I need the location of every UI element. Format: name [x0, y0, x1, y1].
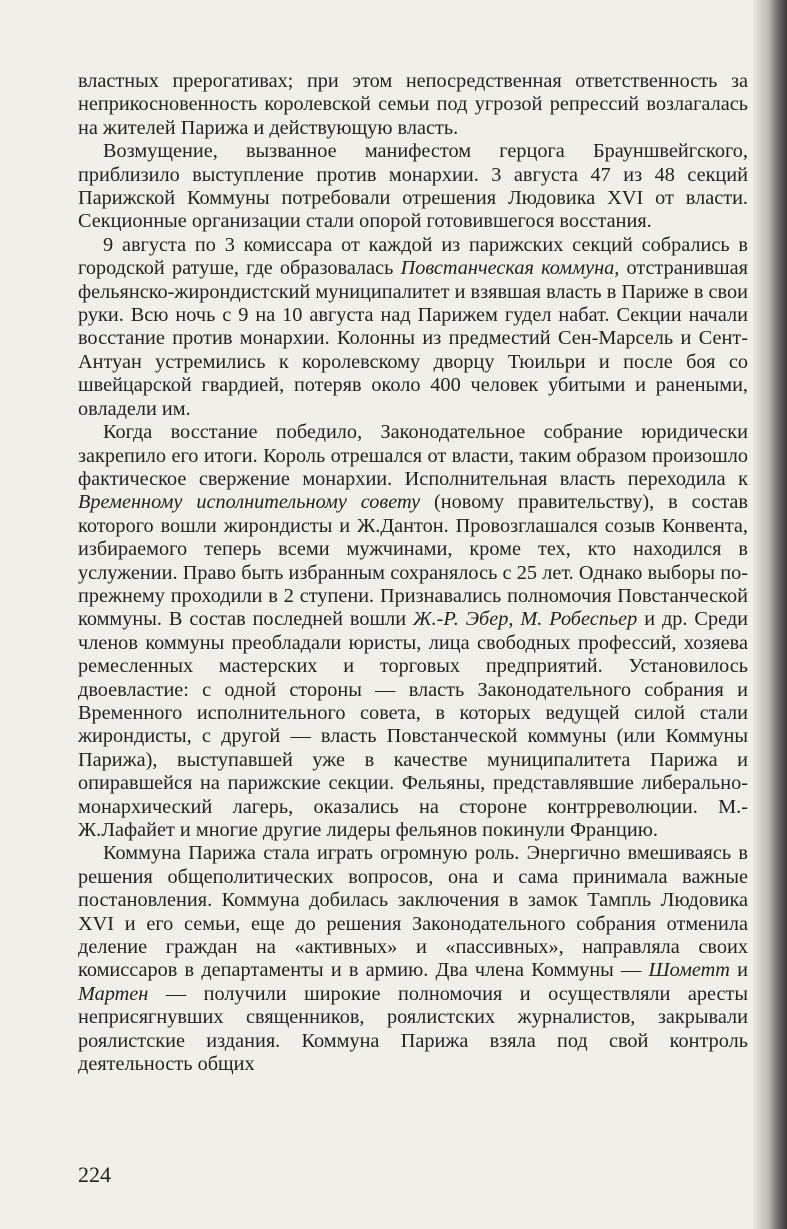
italic-term: Шометт: [648, 959, 730, 982]
text-run: властных прерогативах; при этом непосредственная ответственность за неприкосновенность королевской семьи под угрозой репрессий возлагалась на жителей Парижа и действующую власть.: [78, 70, 748, 139]
text-run: Коммуна Парижа стала играть огромную роль. Энергично вмешиваясь в решения общеполитических вопросов, она и сама принимала важные постановления. Коммуна добилась заключения в замок Тампль Людовика XVI и его семьи, еще до решения Законодательного собрания отменила деление граждан на «активных» и «пассивных», направляла своих комиссаров в департаменты и в армию. Два члена Коммуны —: [78, 842, 748, 982]
paragraph: [78, 421, 748, 842]
book-gutter-shadow: [753, 0, 787, 1229]
text-run: (новому правительству), в состав которого вошли жирондисты и Ж.Дантон. Провозглашался созыв Конвента, избираемого теперь всеми мужчинами, кроме тех, кто находился в услужении. Право быть избранным сохранялось с 25 лет. Однако выборы по-прежнему проходили в 2 ступени. Признавались полномочия Повстанческой коммуны. В состав последней вошли: [78, 491, 749, 631]
italic-term: Временному исполнительному совету: [78, 491, 421, 514]
page-text: [78, 70, 748, 1076]
text-run: , отстранившая фельянско-жирондистский муниципалитет и взявшая власть в Париже в свои руки. Всю ночь с 9 на 10 августа над Парижем гудел набат. Секции начали восстание против монархии. Колонны из предместий Сен-Марсель и Сент-Антуан устремились к королевскому дворцу Тюильри и после боя со швейцарской гвардией, потеряв около 400 человек убитыми и ранеными, овладели им.: [78, 257, 748, 420]
paragraph: [78, 140, 748, 234]
italic-term: Мартен: [78, 982, 149, 1005]
text-run: и др. Среди членов коммуны преобладали юристы, лица свободных профессий, хозяева ремесленных мастерских и торговых предприятий. Установилось двоевластие: с одной стороны — власть Законодательного собрания и Временного исполнительного совета, в которых ведущей силой стали жирондисты, с другой — власть Повстанческой коммуны (или Коммуны Парижа), выступавшей уже в качестве муниципалитета Парижа и опиравшейся на парижские секции. Фельяны, представлявшие либерально-монархический лагерь, оказались на стороне контрреволюции. М.-Ж.Лафайет и многие другие лидеры фельянов покинули Францию.: [78, 608, 749, 841]
text-run: — получили широкие полномочия и осуществляли аресты неприсягнувших священников, роялистских журналистов, закрывали роялистские издания. Коммуна Парижа взяла под свой контроль деятельность общих: [78, 982, 748, 1076]
text-run: 9 августа по 3 комиссара от каждой из парижских секций собрались в городской ратуше, где образовалась: [78, 233, 748, 280]
text-run: Когда восстание победило, Законодательное собрание юридически закрепило его итоги. Король отрешался от власти, таким образом произошло фактическое свержение монархии. Исполнительная власть переходила к: [78, 421, 748, 490]
italic-term: М. Робеспьер: [520, 608, 638, 631]
italic-term: Ж.-Р. Эбер: [413, 608, 509, 631]
text-run: ,: [508, 608, 521, 631]
paragraph: [78, 234, 748, 421]
italic-term: Повстанческая коммуна: [400, 257, 615, 280]
paragraph: [78, 842, 748, 1076]
text-run: Возмущение, вызванное манифестом герцога Брауншвейгского, приблизило выступление против монархии. 3 августа 47 из 48 секций Парижской Коммуны потребовали отрешения Людовика XVI от власти. Секционные организации стали опорой готовившегося восстания.: [78, 140, 748, 233]
page-number: 224: [78, 1162, 111, 1187]
paragraph: [78, 70, 748, 140]
text-run: и: [729, 959, 748, 982]
